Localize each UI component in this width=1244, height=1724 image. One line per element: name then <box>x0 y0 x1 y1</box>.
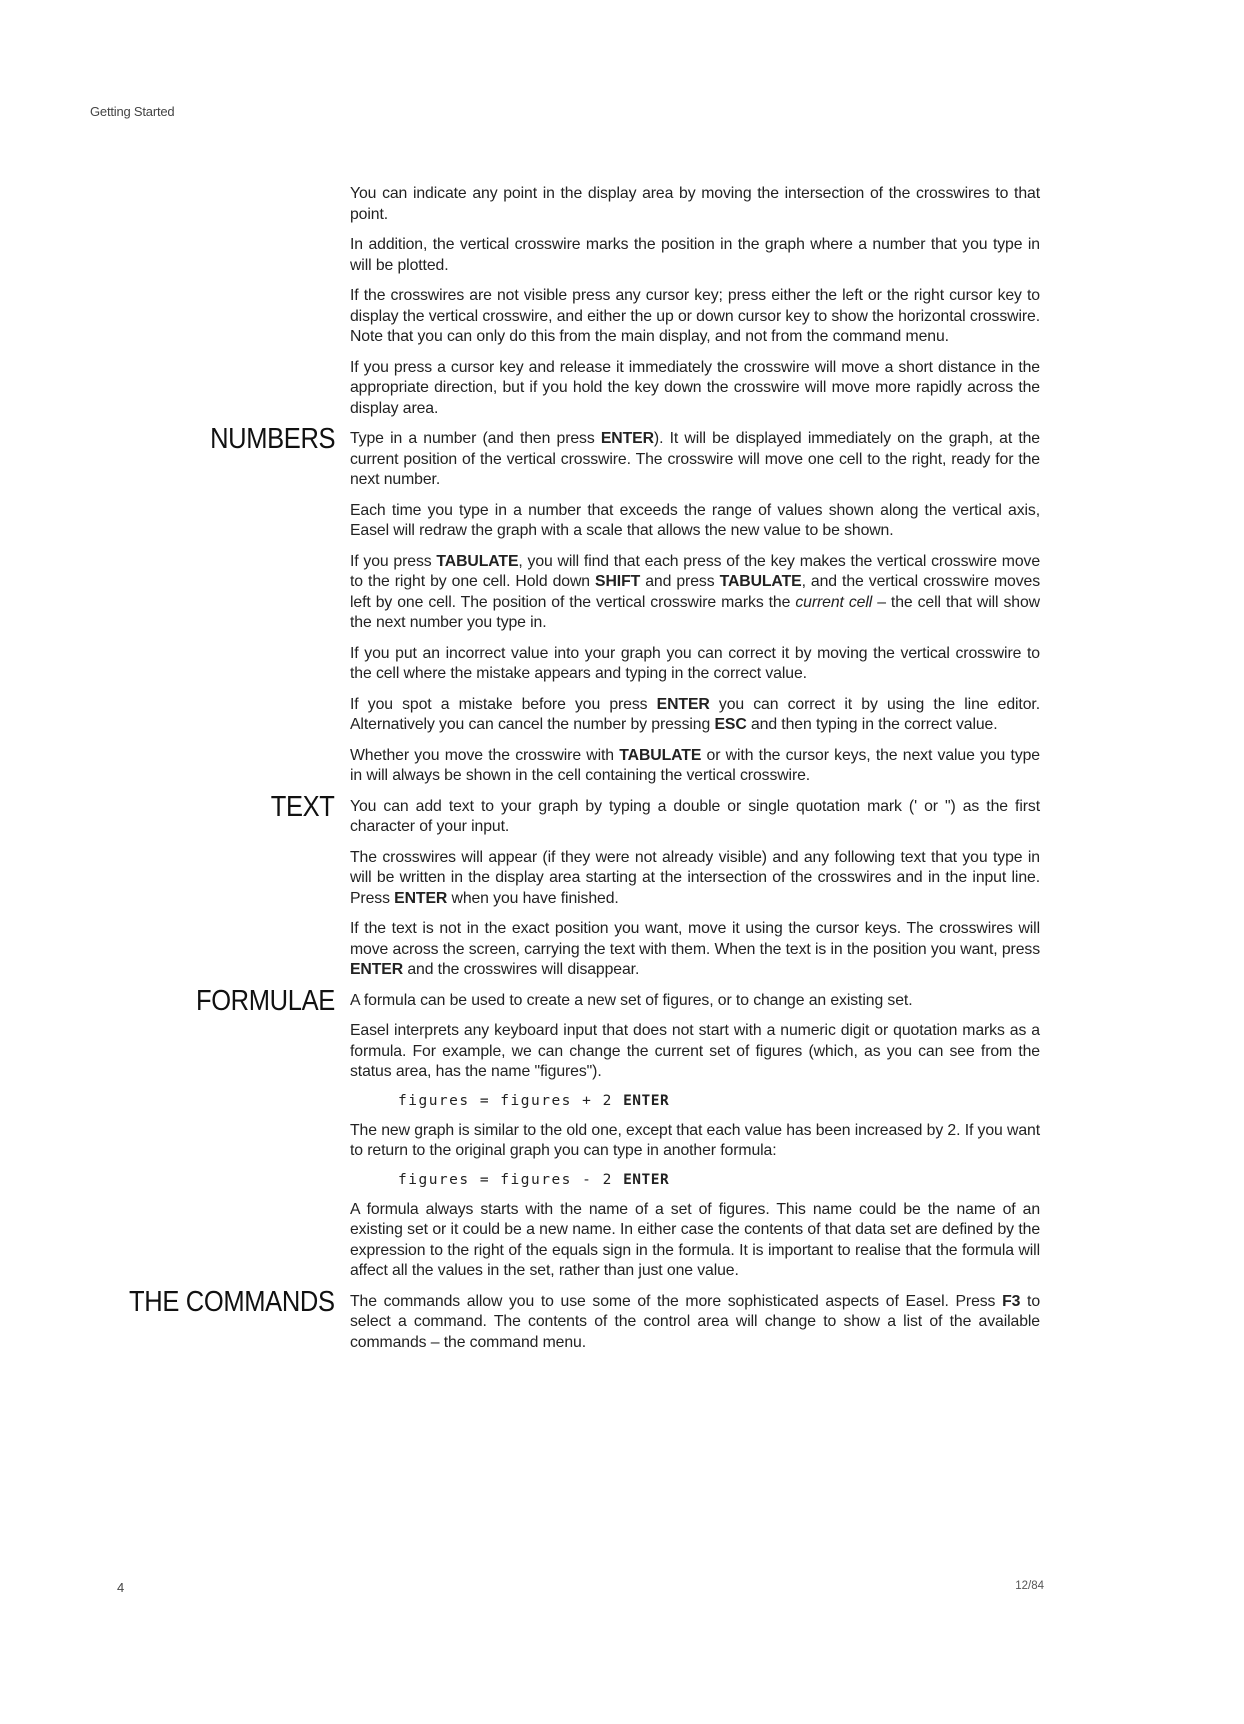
running-header: Getting Started <box>90 104 175 119</box>
section-heading-text: TEXT <box>271 790 335 823</box>
print-date: 12/84 <box>1015 1580 1044 1592</box>
key-enter: ENTER <box>656 695 710 713</box>
paragraph: You can indicate any point in the display area by moving the intersection of the crosswires to that point. <box>350 185 1040 223</box>
key-enter: ENTER <box>394 889 448 907</box>
code-example: figures = figures + 2 ENTER <box>398 1092 670 1109</box>
intro-section <box>350 184 1040 419</box>
term-current-cell: current cell <box>795 593 873 611</box>
paragraph: If you press TABULATE, you will find that each press of the key makes the vertical crosswire move to the right by one cell. Hold down SHIFT and press TABULATE, and the vertical crosswire moves left by one cell. The position of the vertical crosswire marks the current cell – the cell that will show the next number you type in. <box>350 552 1040 631</box>
page-body <box>129 184 1041 1363</box>
paragraph: You can add text to your graph by typing a double or single quotation mark (' or ") as the first character of your input. <box>350 797 1040 835</box>
page-number: 4 <box>117 1580 125 1595</box>
key-esc: ESC <box>714 716 747 733</box>
section-heading-numbers: NUMBERS <box>209 423 335 455</box>
paragraph: A formula always starts with the name of a set of figures. This name could be the name of an existing set or it could be a new name. In either case the contents of that data set are defined by the expression to the right of the equals sign in the formula. It is important to realise that the formula will affect all the values in the set, rather than just one value. <box>350 1200 1040 1279</box>
paragraph: The crosswires will appear (if they were not already visible) and any following text that you type in will be written in the display area starting at the intersection of the crosswires and in the input line. Press ENTER when you have finished. <box>350 848 1040 907</box>
formulae-section <box>196 984 1040 1282</box>
paragraph: If the text is not in the exact position you want, move it using the cursor keys. The crosswires will move across the screen, carrying the text with them. When the text is in the position you want, press ENTER and the crosswires will disappear. <box>350 920 1040 978</box>
key-enter: ENTER <box>350 961 404 978</box>
paragraph: The commands allow you to use some of the more sophisticated aspects of Easel. Press F3 to select a command. The contents of the control area will change to show a list of the available commands – the command menu. <box>350 1292 1041 1351</box>
paragraph: If the crosswires are not visible press any cursor key; press either the left or the right cursor key to display the vertical crosswire, and either the up or down cursor key to show the horizontal crosswire. Note that you can only do this from the main display, and not from the command menu. <box>350 287 1040 345</box>
key-f3: F3 <box>1002 1292 1021 1310</box>
key-shift: SHIFT <box>595 573 641 590</box>
paragraph: The new graph is similar to the old one, except that each value has been increased by 2. If you want to return to the original graph you can type in another formula: <box>350 1121 1040 1159</box>
code-example: figures = figures - 2 ENTER <box>398 1171 670 1188</box>
paragraph: In addition, the vertical crosswire marks the position in the graph where a number that you type in will be plotted. <box>350 236 1040 274</box>
numbers-section <box>209 423 1040 787</box>
paragraph: Type in a number (and then press ENTER). It will be displayed immediately on the graph, at the current position of the vertical crosswire. The crosswire will move one cell to the right, ready for the next number. <box>350 430 1040 488</box>
commands-section <box>129 1285 1041 1354</box>
section-heading-commands: THE COMMANDS <box>129 1285 335 1318</box>
paragraph: Easel interprets any keyboard input that does not start with a numeric digit or quotation marks as a formula. For example, we can change the current set of figures (which, as you can see from the status area, has the name "figures"). <box>350 1022 1040 1080</box>
paragraph: Whether you move the crosswire with TABULATE or with the cursor keys, the next value you type in will always be shown in the cell containing the vertical crosswire. <box>350 746 1040 784</box>
key-enter: ENTER <box>623 1171 670 1188</box>
key-tabulate: TABULATE <box>619 746 702 764</box>
paragraph: A formula can be used to create a new set of figures, or to change an existing set. <box>350 991 913 1009</box>
key-tabulate: TABULATE <box>436 552 519 570</box>
paragraph: If you spot a mistake before you press ENTER you can correct it by using the line editor. Alternatively you can cancel the number by pressing ESC and then typing in the correct value. <box>350 695 1040 733</box>
key-enter: ENTER <box>623 1092 670 1109</box>
text-section <box>271 790 1040 981</box>
paragraph: Each time you type in a number that exceeds the range of values shown along the vertical axis, Easel will redraw the graph with a scale that allows the new value to be shown. <box>350 501 1040 539</box>
section-heading-formulae: FORMULAE <box>196 984 335 1017</box>
paragraph: If you put an incorrect value into your graph you can correct it by moving the vertical crosswire to the cell where the mistake appears and typing in the correct value. <box>350 644 1040 682</box>
key-tabulate: TABULATE <box>719 573 802 590</box>
paragraph: If you press a cursor key and release it immediately the crosswire will move a short distance in the appropriate direction, but if you hold the key down the crosswire will move more rapidly across the display area. <box>350 358 1040 417</box>
key-enter: ENTER <box>600 430 654 447</box>
